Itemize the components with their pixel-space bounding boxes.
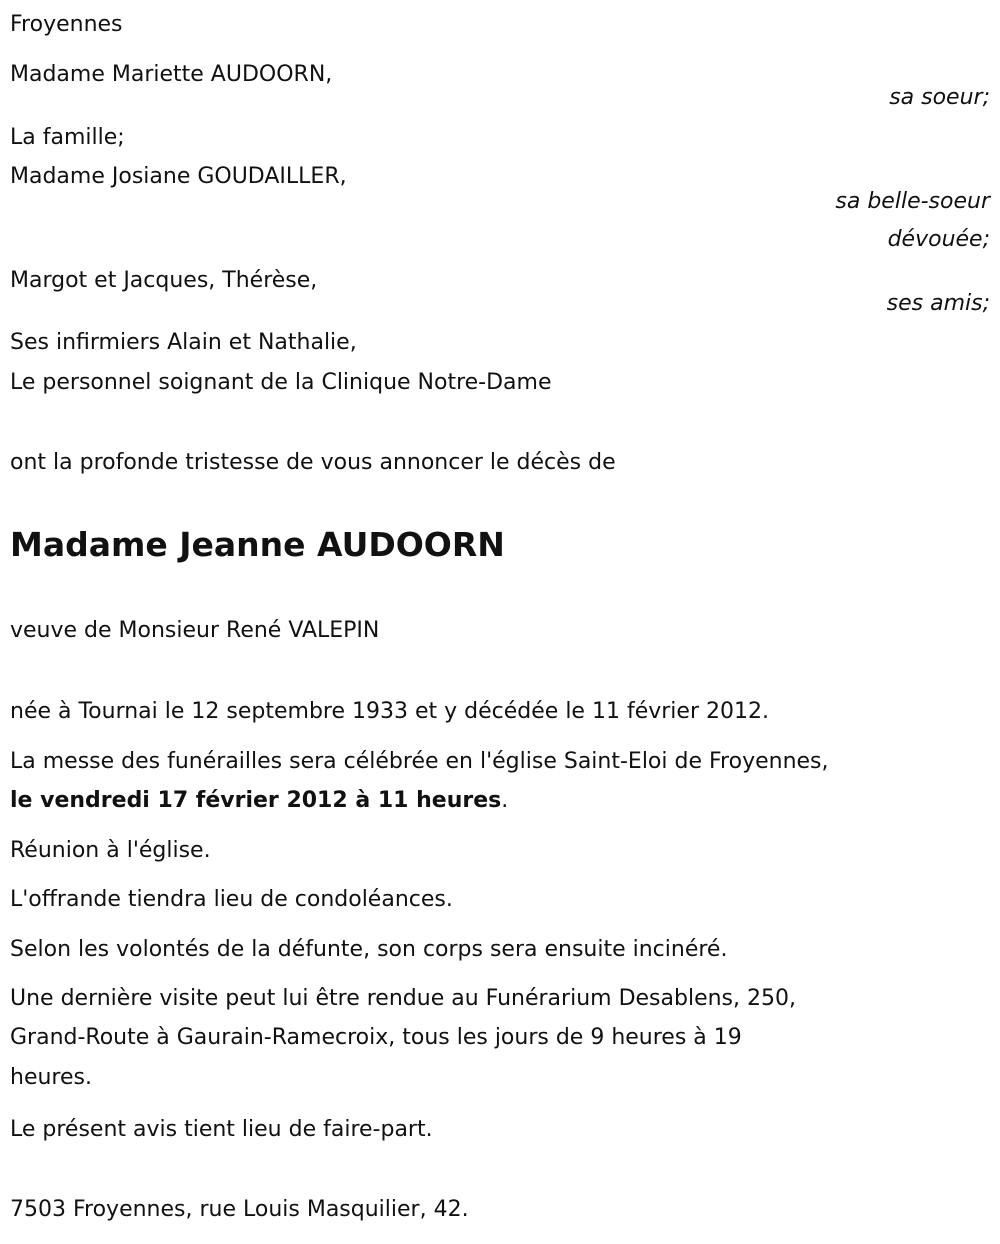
mass-date-end: . bbox=[501, 788, 509, 813]
relation-label: dévouée; bbox=[887, 227, 990, 252]
mass-date: le vendredi 17 février 2012 à 11 heures bbox=[10, 788, 502, 813]
birth-death-text: née à Tournai le 12 septembre 1933 et y décédée le 11 février 2012. bbox=[10, 699, 769, 724]
mass-text: La messe des funérailles sera célébrée en l'église Saint-Eloi de Froyennes, bbox=[10, 749, 829, 774]
cremation-text: Selon les volontés de la défunte, son corps sera ensuite incinéré. bbox=[10, 937, 728, 962]
offering-text: L'offrande tiendra lieu de condoléances. bbox=[10, 887, 453, 912]
family-member: Madame Mariette AUDOORN, bbox=[10, 62, 333, 87]
visit-text: Grand-Route à Gaurain-Ramecroix, tous les jours de 9 heures à 19 bbox=[10, 1025, 742, 1050]
visit-text: Une dernière visite peut lui être rendue au Funérarium Desablens, 250, bbox=[10, 986, 796, 1011]
address-text: 7503 Froyennes, rue Louis Masquilier, 42. bbox=[10, 1197, 469, 1222]
family-member: La famille; bbox=[10, 125, 125, 150]
family-member: Margot et Jacques, Thérèse, bbox=[10, 268, 318, 293]
visit-text: heures. bbox=[10, 1065, 92, 1090]
family-member: Ses infirmiers Alain et Nathalie, bbox=[10, 330, 357, 355]
meeting-text: Réunion à l'église. bbox=[10, 838, 211, 863]
notice-text: Le présent avis tient lieu de faire-part. bbox=[10, 1117, 433, 1142]
family-member: Le personnel soignant de la Clinique Notre-Dame bbox=[10, 370, 552, 395]
relation-label: ses amis; bbox=[886, 291, 990, 316]
family-member: Madame Josiane GOUDAILLER, bbox=[10, 164, 347, 189]
widow-of-text: veuve de Monsieur René VALEPIN bbox=[10, 618, 380, 643]
relation-label: sa belle-soeur bbox=[835, 189, 990, 214]
mass-date-line bbox=[10, 782, 508, 820]
deceased-name: Madame Jeanne AUDOORN bbox=[10, 525, 505, 564]
place-heading: Froyennes bbox=[10, 12, 123, 37]
relation-label: sa soeur; bbox=[889, 85, 990, 110]
announcement-text: ont la profonde tristesse de vous annoncer le décès de bbox=[10, 450, 616, 475]
